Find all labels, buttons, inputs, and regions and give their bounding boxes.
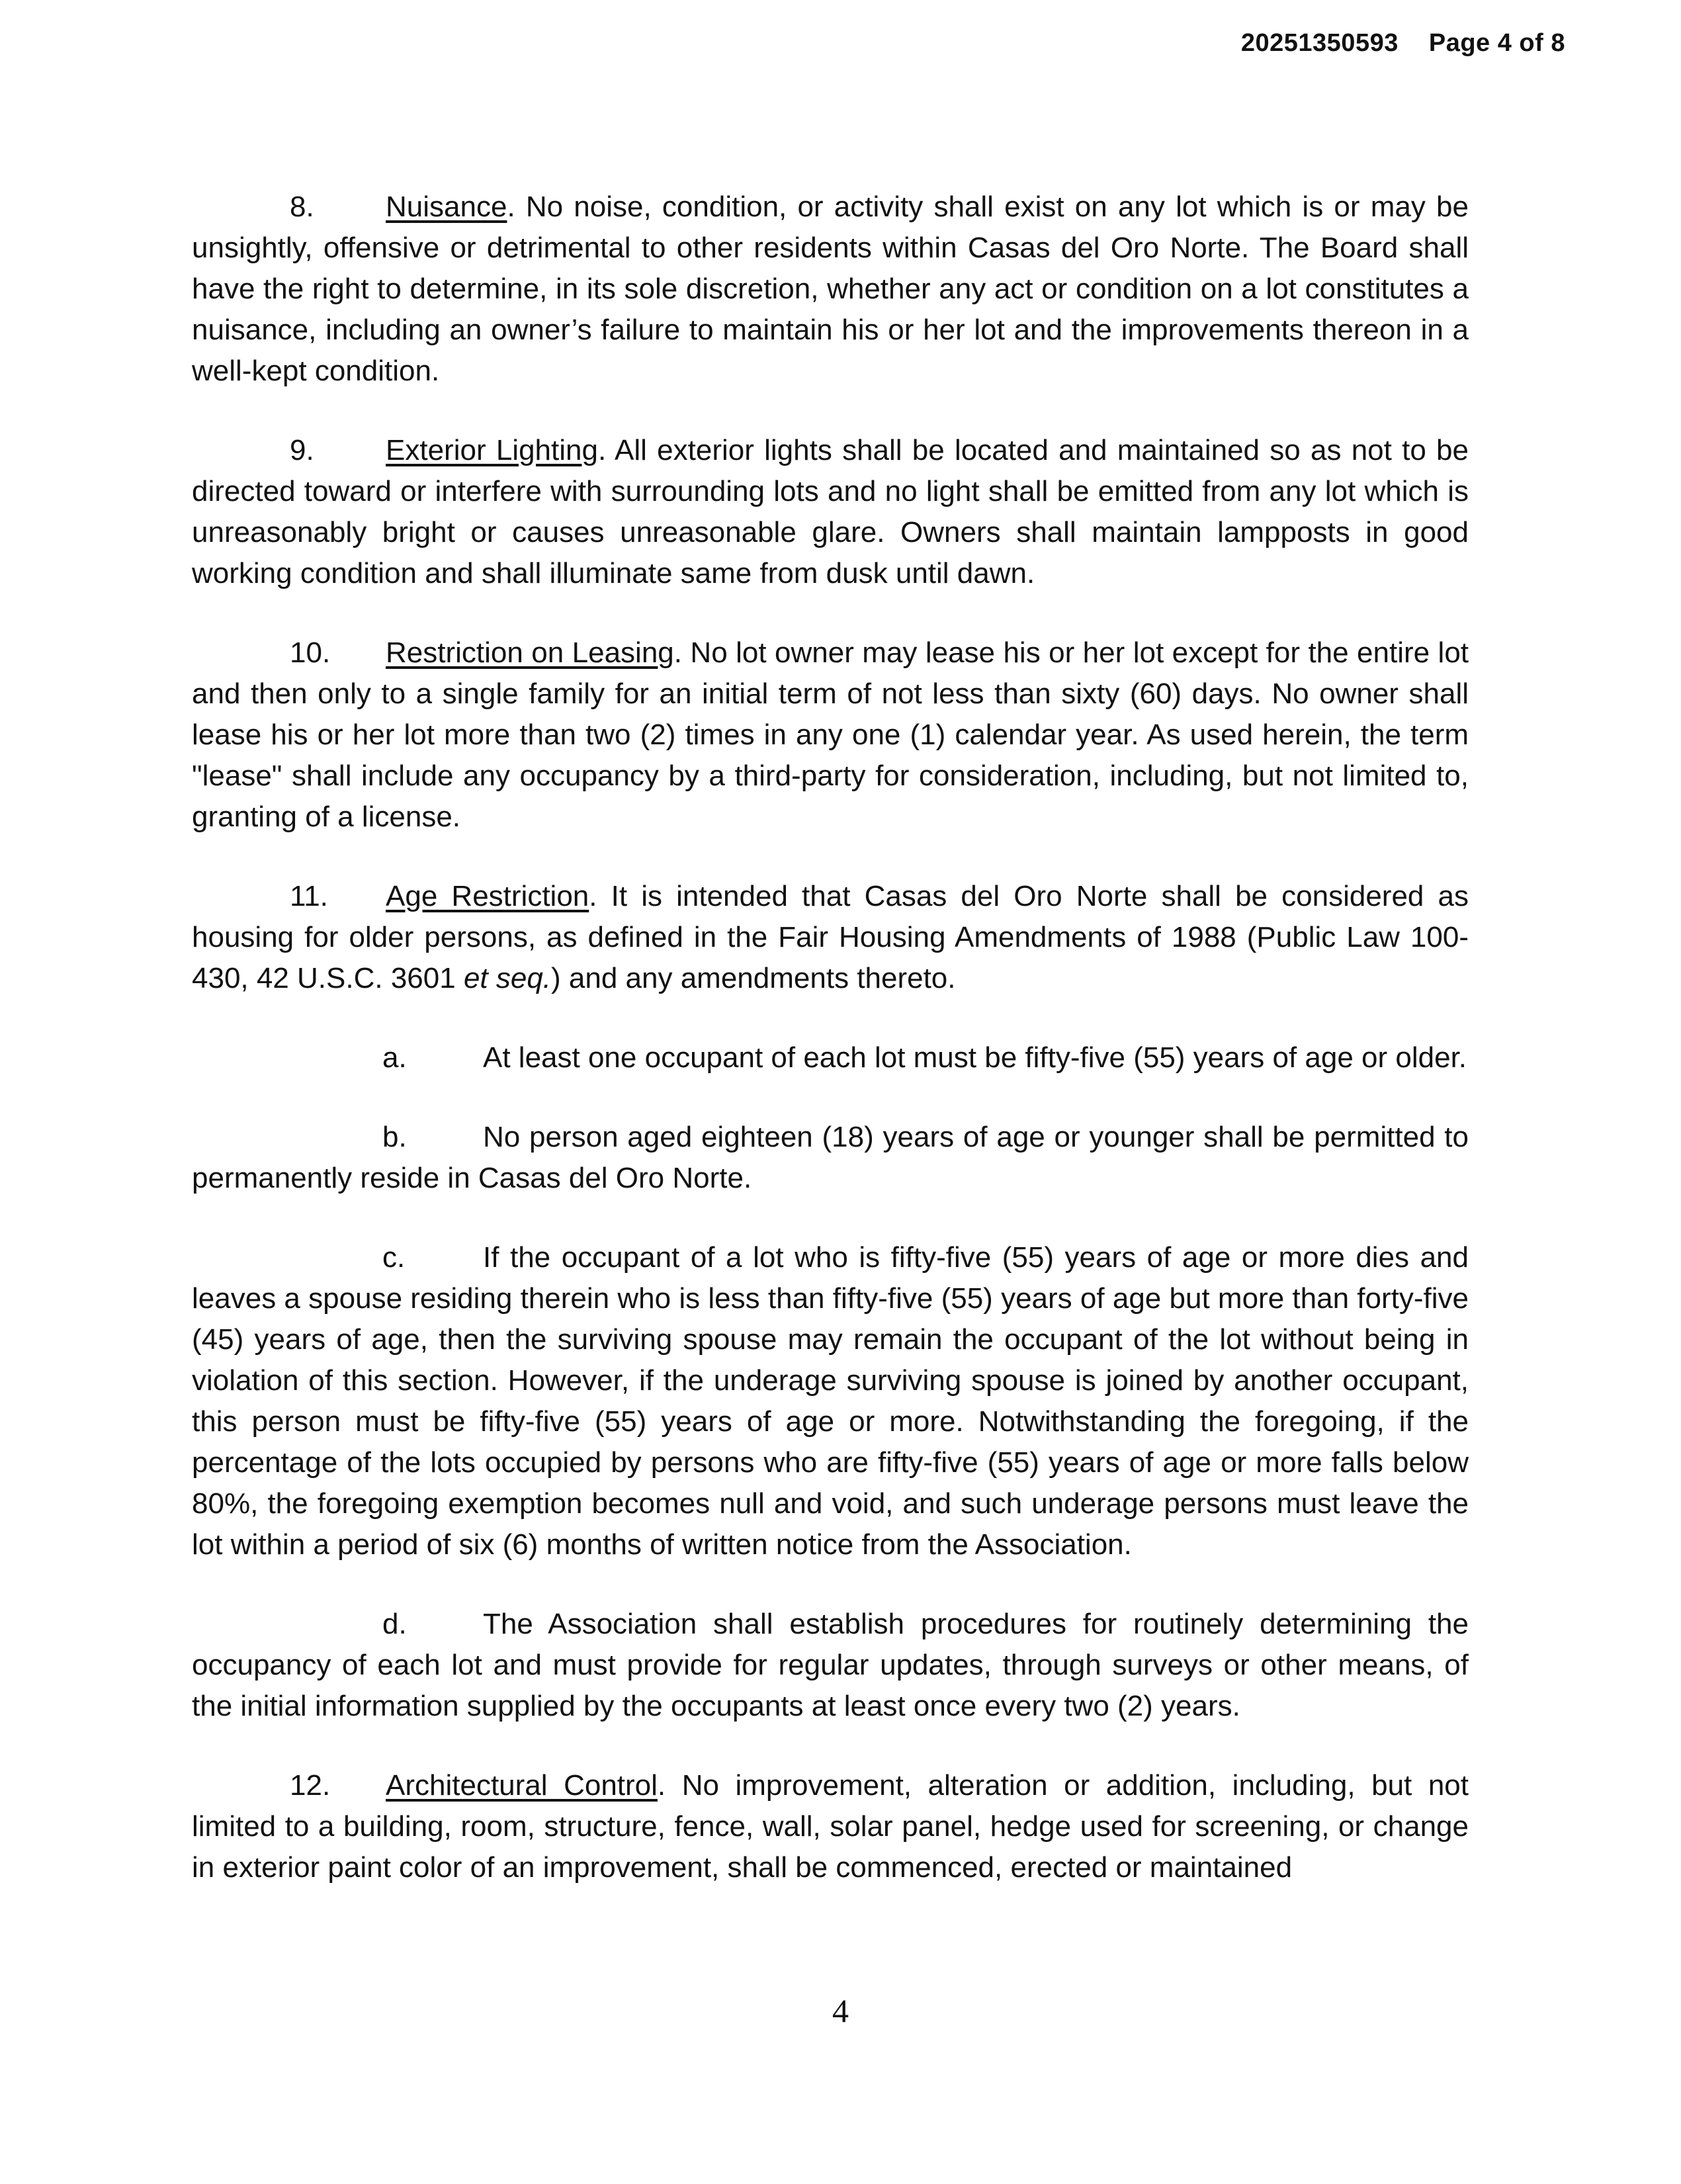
section-text: . All exterior lights shall be located and maintained so as not to be directed toward or interfere with surrounding lots and no light shall be emitted from any lot which is unreasonably bright or causes unreasonable glare. Owners shall maintain lampposts in good working condition and shall illuminate same from dusk until dawn. xyxy=(192,434,1469,590)
page-label: Page 4 of 8 xyxy=(1428,29,1565,57)
section-heading: Exterior Lighting xyxy=(386,434,598,466)
section-number: 12. xyxy=(290,1769,331,1802)
subsection-text: No person aged eighteen (18) years of age or younger shall be permitted to permanently reside in Casas del Oro Norte. xyxy=(192,1121,1469,1194)
subsection-d xyxy=(192,1604,1469,1727)
section-number: 10. xyxy=(290,636,331,669)
section-11 xyxy=(192,876,1469,999)
section-text-italic: et seq. xyxy=(463,962,552,994)
subsection-letter: d. xyxy=(382,1608,407,1640)
section-number: 11. xyxy=(290,880,328,912)
section-9 xyxy=(192,430,1469,594)
subsection-c xyxy=(192,1237,1469,1565)
section-heading: Nuisance xyxy=(386,191,507,223)
subsection-letter: b. xyxy=(382,1121,407,1153)
subsection-text: The Association shall establish procedures for routinely determining the occupancy of each lot and must provide for regular updates, through surveys or other means, of the initial information supplied by the occupants at least once every two (2) years. xyxy=(192,1608,1469,1722)
section-10 xyxy=(192,633,1469,838)
section-heading: Restriction on Leasing xyxy=(386,636,674,669)
section-text: . No lot owner may lease his or her lot except for the entire lot and then only to a single family for an initial term of not less than sixty (60) days. No owner shall lease his or her lot more than two (2) times in any one (1) calendar year. As used herein, the term "lease" shall include any occupancy by a third-party for consideration, including, but not limited to, granting of a license. xyxy=(192,636,1469,833)
section-text: . It is intended that Casas del Oro Norte shall be considered as housing for older persons, as defined in the Fair Housing Amendments of 1988 (Public Law 100-430, 42 U.S.C. 3601 xyxy=(192,880,1469,994)
page-header xyxy=(1241,29,1565,58)
subsection-text: If the occupant of a lot who is fifty-five (55) years of age or more dies and leaves a spouse residing therein who is less than fifty-five (55) years of age but more than forty-five (45) years of age, then the surviving spouse may remain the occupant of the lot without being in violation of this section. However, if the underage surviving spouse is joined by another occupant, this person must be fifty-five (55) years of age or more. Notwithstanding the foregoing, if the percentage of the lots occupied by persons who are fifty-five (55) years of age or more falls below 80%, the foregoing exemption becomes null and void, and such underage persons must leave the lot within a period of six (6) months of written notice from the Association. xyxy=(192,1241,1469,1561)
subsection-a xyxy=(192,1037,1469,1078)
document-body xyxy=(192,187,1469,1927)
section-8 xyxy=(192,187,1469,392)
section-text: . No noise, condition, or activity shall exist on any lot which is or may be unsightly, offensive or detrimental to other residents within Casas del Oro Norte. The Board shall have the right to determine, in its sole discretion, whether any act or condition on a lot constitutes a nuisance, including an owner’s failure to maintain his or her lot and the improvements thereon in a well-kept condition. xyxy=(192,191,1469,387)
subsection-b xyxy=(192,1117,1469,1199)
page-number: 4 xyxy=(832,1992,849,2029)
section-number: 8. xyxy=(290,191,314,223)
section-heading: Age Restriction xyxy=(386,880,589,912)
section-text: ) and any amendments thereto. xyxy=(551,962,956,994)
section-12 xyxy=(192,1765,1469,1888)
document-number: 20251350593 xyxy=(1240,29,1399,57)
section-text: . No improvement, alteration or addition, including, but not limited to a building, room, structure, fence, wall, solar panel, hedge used for screening, or change in exterior paint color of an improvement, shall be commenced, erected or maintained xyxy=(192,1769,1469,1884)
subsection-text: At least one occupant of each lot must be fifty-five (55) years of age or older. xyxy=(483,1041,1467,1074)
section-heading: Architectural Control xyxy=(386,1769,658,1802)
subsection-letter: a. xyxy=(382,1041,407,1074)
subsection-letter: c. xyxy=(382,1241,406,1274)
section-number: 9. xyxy=(290,434,314,466)
